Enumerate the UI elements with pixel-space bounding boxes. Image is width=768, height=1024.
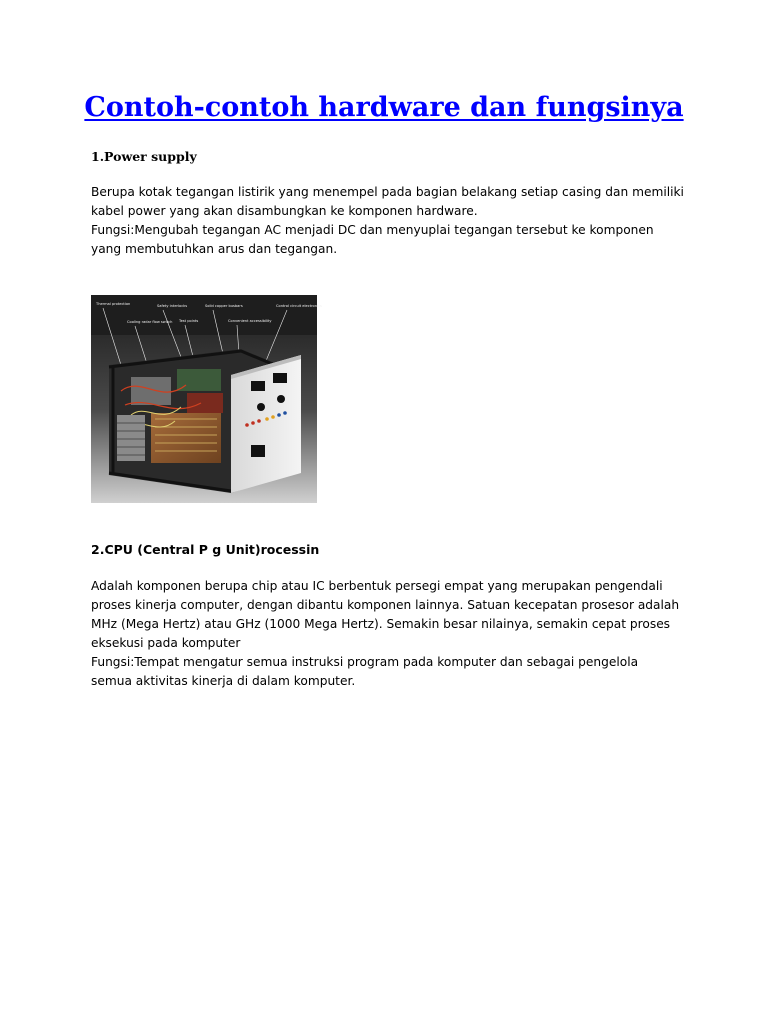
body-line: kabel power yang akan disambungkan ke komponen hardware. bbox=[91, 204, 478, 218]
body-line: Fungsi:Tempat mengatur semua instruksi program pada komputer dan sebagai pengelola bbox=[91, 655, 639, 669]
body-line: eksekusi pada komputer bbox=[91, 636, 241, 650]
callout-label: Solid copper busbars bbox=[205, 304, 243, 308]
body-line: proses kinerja computer, dengan dibantu komponen lainnya. Satuan kecepatan prosesor adalah bbox=[91, 598, 680, 612]
callout-label: Control circuit electronics bbox=[276, 304, 322, 308]
body-line: MHz (Mega Hertz) atau GHz (1000 Mega Hertz). Semakin besar nilainya, semakin cepat proses bbox=[91, 617, 671, 631]
body-line: Adalah komponen berupa chip atau IC berbentuk persegi empat yang merupakan pengendali bbox=[91, 579, 663, 593]
callout-label: Safety interlocks bbox=[157, 304, 188, 308]
section-body-cpu bbox=[91, 577, 691, 691]
callout-label: Test points bbox=[179, 319, 199, 323]
body-line: yang membutuhkan arus dan tegangan. bbox=[91, 242, 338, 256]
body-line: semua aktivitas kinerja di dalam komputer. bbox=[91, 674, 356, 688]
page-title[interactable]: Contoh-contoh hardware dan fungsinya bbox=[84, 92, 684, 123]
power-supply-illustration bbox=[91, 295, 322, 503]
section-heading-power-supply: 1.Power supply bbox=[91, 149, 197, 164]
power-supply-photo bbox=[91, 295, 322, 503]
body-line: Fungsi:Mengubah tegangan AC menjadi DC dan menyuplai tegangan tersebut ke komponen bbox=[91, 223, 654, 237]
callout-label: Cooling radar flow switch bbox=[127, 320, 173, 324]
callout-label: Thermal protection bbox=[96, 302, 131, 306]
callout-label: Convenient accessibility bbox=[228, 319, 272, 323]
section-body-power-supply bbox=[91, 183, 691, 259]
body-line: Berupa kotak tegangan listirik yang menempel pada bagian belakang setiap casing dan memiliki bbox=[91, 185, 684, 199]
section-heading-cpu: 2.CPU (Central P g Unit)rocessin bbox=[91, 542, 320, 557]
